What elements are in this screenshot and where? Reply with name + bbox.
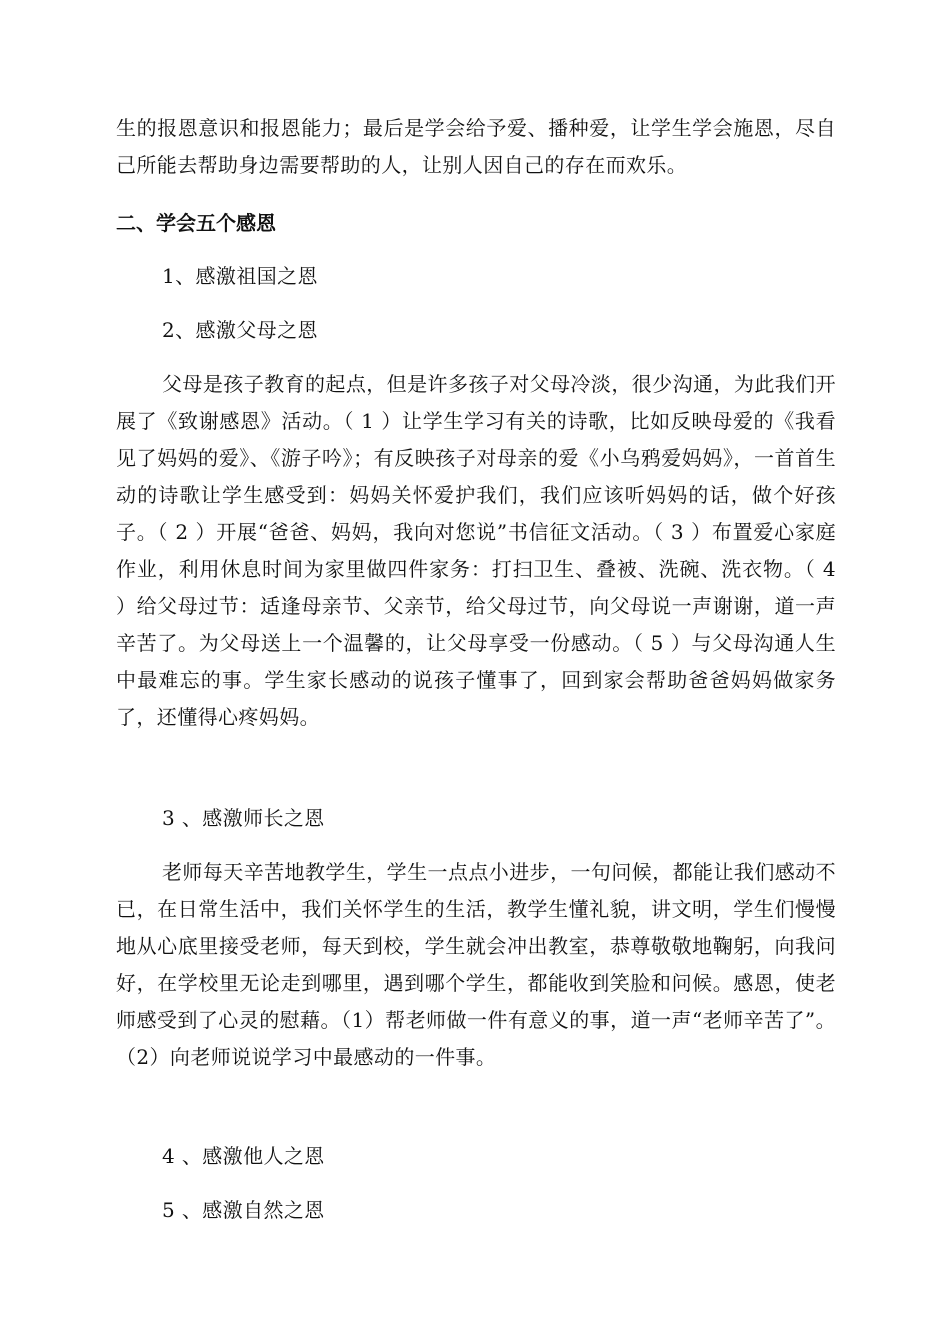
item-others: 4 、感激他人之恩 [162,1144,325,1168]
intro-paragraph: 生的报恩意识和报恩能力；最后是学会给予爱、播种爱，让学生学会施恩，尽自己所能去帮助身边需要帮助的人，让别人因自己的存在而欢乐。 [116,116,836,177]
teachers-paragraph: 老师每天辛苦地教学生，学生一点点小进步，一句问候，都能让我们感动不已，在日常生活中，我们关怀学生的生活，教学生懂礼貌，讲文明，学生们慢慢地从心底里接受老师，每天到校，学生就会冲出教室，恭尊敬敬地鞠躬，向我问好，在学校里无论走到哪里，遇到哪个学生，都能收到笑脸和问候。感恩，使老师感受到了心灵的慰藉。（1）帮老师做一件有意义的事，道一声“老师辛苦了”。（2）向老师说说学习中最感动的一件事。 [116,860,836,1069]
item-nature: 5 、感激自然之恩 [162,1198,325,1222]
item-teachers: 3 、感激师长之恩 [162,806,325,830]
item-motherland: 1、感激祖国之恩 [162,264,318,288]
parents-paragraph: 父母是孩子教育的起点，但是许多孩子对父母冷淡，很少沟通，为此我们开展了《致谢感恩》活动。（ 1 ）让学生学习有关的诗歌，比如反映母爱的《我看见了妈妈的爱》、《游子吟》；有反映孩子对母亲的爱《小乌鸦爱妈妈》，一首首生动的诗歌让学生感受到：妈妈关怀爱护我们，我们应该听妈妈的话，做个好孩子。（ 2 ）开展“爸爸、妈妈，我向对您说”书信征文活动。（ 3 ）布置爱心家庭作业，利用休息时间为家里做四件家务：打扫卫生、叠被、洗碗、洗衣物。（ 4 ）给父母过节：适逢母亲节、父亲节，给父母过节，向父母说一声谢谢，道一声辛苦了。为父母送上一个温馨的，让父母享受一份感动。（ 5 ）与父母沟通人生中最难忘的事。学生家长感动的说孩子懂事了，回到家会帮助爸爸妈妈做家务了，还懂得心疼妈妈。 [116,372,836,729]
section-heading: 二、学会五个感恩 [116,211,276,235]
item-parents: 2、感激父母之恩 [162,318,318,342]
